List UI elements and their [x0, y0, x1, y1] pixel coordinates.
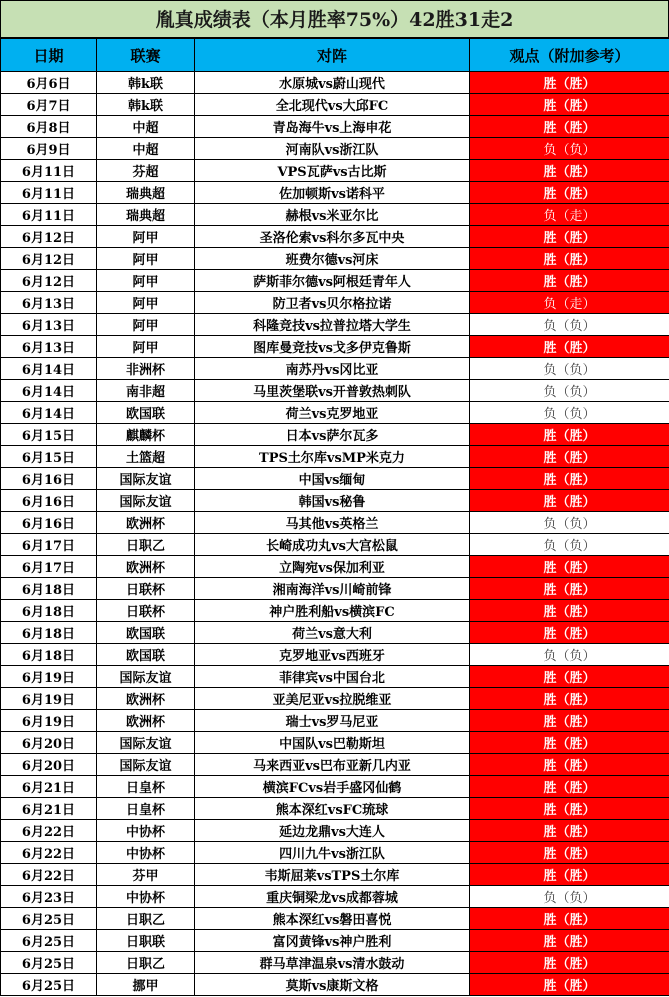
table-row	[1, 930, 669, 952]
row-date: 6月22日	[1, 820, 97, 842]
table-row	[1, 556, 669, 578]
row-date: 6月11日	[1, 160, 97, 182]
row-match: 科隆竞技vs拉普拉塔大学生	[195, 314, 470, 336]
row-view: 负（负）	[470, 402, 669, 424]
row-league: 阿甲	[97, 292, 195, 314]
row-match: 菲律宾vs中国台北	[195, 666, 470, 688]
row-view: 胜（胜）	[470, 930, 669, 952]
row-view: 胜（胜）	[470, 424, 669, 446]
row-date: 6月15日	[1, 446, 97, 468]
table-row	[1, 468, 669, 490]
row-league: 芬甲	[97, 864, 195, 886]
table-row	[1, 160, 669, 182]
table-row	[1, 94, 669, 116]
row-date: 6月13日	[1, 292, 97, 314]
table-row	[1, 578, 669, 600]
row-date: 6月7日	[1, 94, 97, 116]
row-match: 南苏丹vs冈比亚	[195, 358, 470, 380]
row-view: 胜（胜）	[470, 270, 669, 292]
row-view: 胜（胜）	[470, 160, 669, 182]
row-league: 国际友谊	[97, 490, 195, 512]
table-row	[1, 908, 669, 930]
table-row	[1, 644, 669, 666]
row-league: 欧洲杯	[97, 512, 195, 534]
row-league: 瑞典超	[97, 182, 195, 204]
row-view: 胜（胜）	[470, 94, 669, 116]
row-league: 日联杯	[97, 600, 195, 622]
table-row	[1, 842, 669, 864]
row-league: 瑞典超	[97, 204, 195, 226]
table-row	[1, 248, 669, 270]
table-row	[1, 204, 669, 226]
row-view: 负（负）	[470, 314, 669, 336]
table-row	[1, 534, 669, 556]
row-view: 胜（胜）	[470, 600, 669, 622]
row-view: 胜（胜）	[470, 732, 669, 754]
row-league: 国际友谊	[97, 732, 195, 754]
row-match: 神户胜利船vs横滨FC	[195, 600, 470, 622]
table-row	[1, 138, 669, 160]
row-view: 胜（胜）	[470, 182, 669, 204]
header-league: 联赛	[97, 39, 195, 72]
table-row	[1, 292, 669, 314]
row-date: 6月25日	[1, 974, 97, 996]
header-match: 对阵	[195, 39, 470, 72]
row-match: 韦斯屈莱vsTPS土尔库	[195, 864, 470, 886]
row-date: 6月22日	[1, 864, 97, 886]
row-match: 水原城vs蔚山现代	[195, 72, 470, 94]
table-row	[1, 446, 669, 468]
row-league: 韩k联	[97, 72, 195, 94]
row-view: 胜（胜）	[470, 116, 669, 138]
row-match: 荷兰vs克罗地亚	[195, 402, 470, 424]
row-view: 胜（胜）	[470, 666, 669, 688]
row-league: 国际友谊	[97, 754, 195, 776]
sheet-title: 胤真成绩表（本月胜率75%）42胜31走2	[0, 0, 669, 38]
row-match: 亚美尼亚vs拉脱维亚	[195, 688, 470, 710]
row-match: 四川九牛vs浙江队	[195, 842, 470, 864]
row-match: 长崎成功丸vs大宫松鼠	[195, 534, 470, 556]
row-match: 延边龙鼎vs大连人	[195, 820, 470, 842]
row-view: 胜（胜）	[470, 688, 669, 710]
row-view: 胜（胜）	[470, 754, 669, 776]
row-league: 阿甲	[97, 226, 195, 248]
row-league: 日职联	[97, 930, 195, 952]
table-row	[1, 732, 669, 754]
row-date: 6月17日	[1, 534, 97, 556]
table-row	[1, 952, 669, 974]
table-row	[1, 754, 669, 776]
row-view: 胜（胜）	[470, 248, 669, 270]
row-league: 日联杯	[97, 578, 195, 600]
row-league: 芬超	[97, 160, 195, 182]
row-date: 6月8日	[1, 116, 97, 138]
row-match: 荷兰vs意大利	[195, 622, 470, 644]
table-row	[1, 270, 669, 292]
header-row	[1, 39, 669, 72]
row-match: 全北现代vs大邱FC	[195, 94, 470, 116]
table-row	[1, 314, 669, 336]
row-league: 南非超	[97, 380, 195, 402]
row-league: 阿甲	[97, 248, 195, 270]
row-date: 6月23日	[1, 886, 97, 908]
row-view: 胜（胜）	[470, 952, 669, 974]
row-view: 负（负）	[470, 644, 669, 666]
row-date: 6月16日	[1, 512, 97, 534]
table-row	[1, 72, 669, 94]
table-row	[1, 798, 669, 820]
row-league: 日皇杯	[97, 798, 195, 820]
row-date: 6月22日	[1, 842, 97, 864]
row-view: 负（走）	[470, 292, 669, 314]
row-league: 土篮超	[97, 446, 195, 468]
row-match: 克罗地亚vs西班牙	[195, 644, 470, 666]
row-league: 阿甲	[97, 314, 195, 336]
row-date: 6月17日	[1, 556, 97, 578]
row-league: 韩k联	[97, 94, 195, 116]
row-match: 富冈黄锋vs神户胜利	[195, 930, 470, 952]
row-match: 横滨FCvs岩手盛冈仙鹤	[195, 776, 470, 798]
row-match: 日本vs萨尔瓦多	[195, 424, 470, 446]
row-league: 欧国联	[97, 644, 195, 666]
header-date: 日期	[1, 39, 97, 72]
table-row	[1, 226, 669, 248]
row-date: 6月19日	[1, 710, 97, 732]
row-view: 负（负）	[470, 138, 669, 160]
row-date: 6月15日	[1, 424, 97, 446]
table-row	[1, 424, 669, 446]
table-row	[1, 402, 669, 424]
row-match: 熊本深红vs磐田喜悦	[195, 908, 470, 930]
row-date: 6月13日	[1, 314, 97, 336]
row-league: 非洲杯	[97, 358, 195, 380]
row-view: 胜（胜）	[470, 798, 669, 820]
row-date: 6月11日	[1, 182, 97, 204]
row-league: 麒麟杯	[97, 424, 195, 446]
row-date: 6月18日	[1, 622, 97, 644]
table-row	[1, 116, 669, 138]
row-date: 6月25日	[1, 930, 97, 952]
row-view: 胜（胜）	[470, 622, 669, 644]
row-view: 胜（胜）	[470, 490, 669, 512]
row-date: 6月25日	[1, 908, 97, 930]
row-match: 河南队vs浙江队	[195, 138, 470, 160]
row-view: 胜（胜）	[470, 776, 669, 798]
row-match: 熊本深红vsFC琉球	[195, 798, 470, 820]
table-row	[1, 886, 669, 908]
row-league: 中协杯	[97, 842, 195, 864]
row-view: 胜（胜）	[470, 72, 669, 94]
row-match: 佐加顿斯vs诺科平	[195, 182, 470, 204]
row-league: 欧洲杯	[97, 710, 195, 732]
row-match: TPS土尔库vsMP米克力	[195, 446, 470, 468]
row-match: VPS瓦萨vs古比斯	[195, 160, 470, 182]
row-match: 重庆铜梁龙vs成都蓉城	[195, 886, 470, 908]
row-match: 圣洛伦索vs科尔多瓦中央	[195, 226, 470, 248]
row-view: 负（负）	[470, 886, 669, 908]
row-view: 胜（胜）	[470, 820, 669, 842]
row-league: 日职乙	[97, 952, 195, 974]
row-match: 马来西亚vs巴布亚新几内亚	[195, 754, 470, 776]
row-date: 6月21日	[1, 776, 97, 798]
row-view: 负（负）	[470, 512, 669, 534]
row-match: 赫根vs米亚尔比	[195, 204, 470, 226]
row-league: 中超	[97, 116, 195, 138]
row-view: 负（走）	[470, 204, 669, 226]
results-body	[1, 72, 669, 996]
row-date: 6月9日	[1, 138, 97, 160]
row-match: 马里茨堡联vs开普敦热刺队	[195, 380, 470, 402]
row-league: 国际友谊	[97, 468, 195, 490]
row-league: 日职乙	[97, 534, 195, 556]
row-view: 胜（胜）	[470, 908, 669, 930]
row-date: 6月21日	[1, 798, 97, 820]
table-row	[1, 864, 669, 886]
row-league: 欧洲杯	[97, 556, 195, 578]
row-match: 班费尔德vs河床	[195, 248, 470, 270]
table-row	[1, 688, 669, 710]
header-view: 观点（附加参考）	[470, 39, 669, 72]
row-date: 6月12日	[1, 248, 97, 270]
row-view: 负（负）	[470, 358, 669, 380]
row-match: 韩国vs秘鲁	[195, 490, 470, 512]
row-match: 防卫者vs贝尔格拉诺	[195, 292, 470, 314]
row-match: 图库曼竞技vs戈多伊克鲁斯	[195, 336, 470, 358]
row-league: 欧洲杯	[97, 688, 195, 710]
row-date: 6月12日	[1, 226, 97, 248]
row-view: 胜（胜）	[470, 710, 669, 732]
table-row	[1, 182, 669, 204]
row-match: 中国队vs巴勒斯坦	[195, 732, 470, 754]
row-league: 欧国联	[97, 402, 195, 424]
table-row	[1, 776, 669, 798]
row-view: 胜（胜）	[470, 842, 669, 864]
row-date: 6月14日	[1, 402, 97, 424]
row-league: 欧国联	[97, 622, 195, 644]
row-view: 胜（胜）	[470, 468, 669, 490]
row-league: 中协杯	[97, 886, 195, 908]
row-league: 挪甲	[97, 974, 195, 996]
row-league: 日皇杯	[97, 776, 195, 798]
row-match: 群马草津温泉vs清水鼓动	[195, 952, 470, 974]
row-view: 胜（胜）	[470, 336, 669, 358]
results-table	[0, 38, 669, 996]
row-view: 负（负）	[470, 534, 669, 556]
table-row	[1, 820, 669, 842]
table-row	[1, 666, 669, 688]
table-row	[1, 380, 669, 402]
row-date: 6月19日	[1, 666, 97, 688]
row-league: 日职乙	[97, 908, 195, 930]
row-league: 中超	[97, 138, 195, 160]
row-view: 胜（胜）	[470, 446, 669, 468]
row-view: 负（负）	[470, 380, 669, 402]
table-row	[1, 512, 669, 534]
row-match: 青岛海牛vs上海申花	[195, 116, 470, 138]
row-date: 6月18日	[1, 600, 97, 622]
row-date: 6月18日	[1, 644, 97, 666]
table-row	[1, 336, 669, 358]
row-match: 立陶宛vs保加利亚	[195, 556, 470, 578]
table-row	[1, 600, 669, 622]
row-date: 6月18日	[1, 578, 97, 600]
row-date: 6月20日	[1, 754, 97, 776]
table-row	[1, 622, 669, 644]
row-view: 胜（胜）	[470, 556, 669, 578]
row-match: 中国vs缅甸	[195, 468, 470, 490]
table-row	[1, 974, 669, 996]
row-view: 胜（胜）	[470, 578, 669, 600]
table-row	[1, 490, 669, 512]
row-date: 6月16日	[1, 490, 97, 512]
row-date: 6月6日	[1, 72, 97, 94]
row-date: 6月20日	[1, 732, 97, 754]
row-league: 中协杯	[97, 820, 195, 842]
row-date: 6月11日	[1, 204, 97, 226]
row-view: 胜（胜）	[470, 226, 669, 248]
row-match: 湘南海洋vs川崎前锋	[195, 578, 470, 600]
row-league: 国际友谊	[97, 666, 195, 688]
row-date: 6月25日	[1, 952, 97, 974]
row-league: 阿甲	[97, 336, 195, 358]
row-league: 阿甲	[97, 270, 195, 292]
row-date: 6月13日	[1, 336, 97, 358]
row-date: 6月14日	[1, 380, 97, 402]
table-row	[1, 358, 669, 380]
row-date: 6月16日	[1, 468, 97, 490]
row-view: 胜（胜）	[470, 864, 669, 886]
row-match: 萨斯菲尔德vs阿根廷青年人	[195, 270, 470, 292]
row-date: 6月14日	[1, 358, 97, 380]
table-row	[1, 710, 669, 732]
row-date: 6月12日	[1, 270, 97, 292]
row-match: 瑞士vs罗马尼亚	[195, 710, 470, 732]
row-view: 胜（胜）	[470, 974, 669, 996]
row-date: 6月19日	[1, 688, 97, 710]
row-match: 马其他vs英格兰	[195, 512, 470, 534]
row-match: 莫斯vs康斯文格	[195, 974, 470, 996]
